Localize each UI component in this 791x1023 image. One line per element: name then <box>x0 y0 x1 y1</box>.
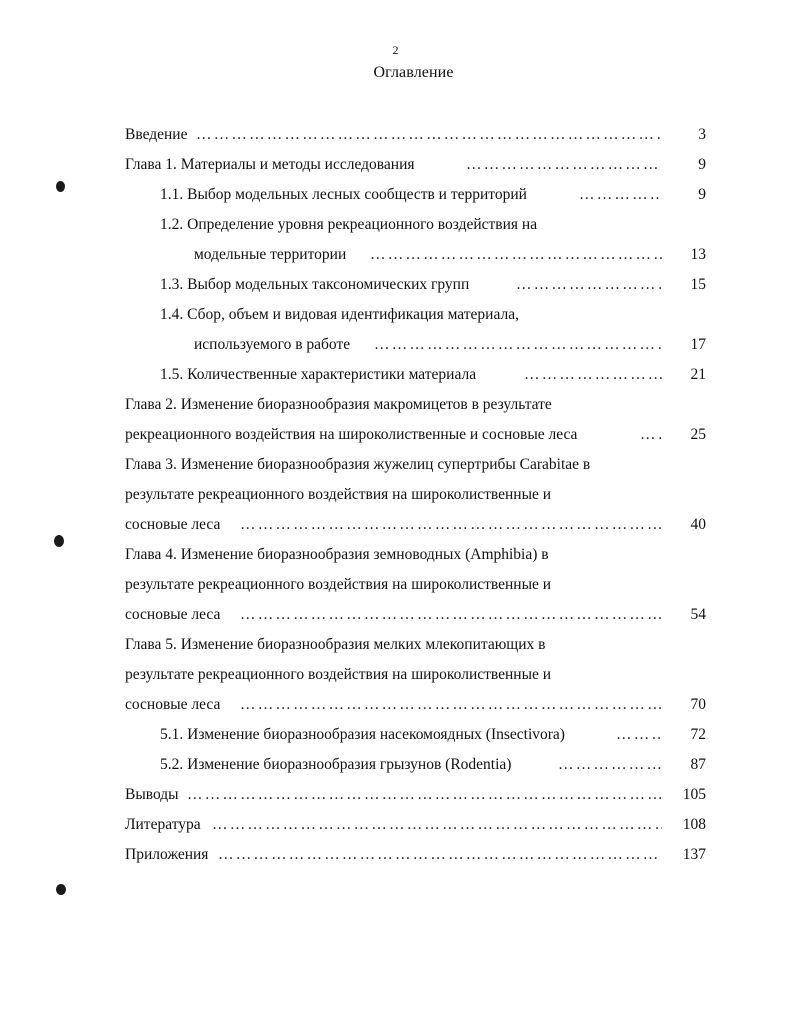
dot-leader <box>558 750 662 780</box>
toc-page-number: 21 <box>690 366 706 383</box>
toc-row <box>0 570 791 600</box>
toc-entry-text: модельные территории <box>194 246 347 263</box>
toc-entry-text: результате рекреационного воздействия на широколиственные и <box>125 666 552 683</box>
toc-row <box>0 840 791 870</box>
scan-mark <box>56 884 66 895</box>
toc-entry-text: рекреационного воздействия на широколиственные и сосновые леса <box>125 426 578 443</box>
dot-leader <box>370 240 662 270</box>
dot-leader <box>640 420 662 450</box>
toc-row <box>0 330 791 360</box>
dot-leader <box>579 180 662 210</box>
scan-mark <box>54 535 64 547</box>
toc-page-number: 105 <box>682 786 706 803</box>
toc-entry-text: Глава 3. Изменение биоразнообразия жужелиц супертрибы Carabitae в <box>125 456 591 473</box>
toc-row <box>0 150 791 180</box>
toc-entry-text: результате рекреационного воздействия на широколиственные и <box>125 576 552 593</box>
toc-page-number: 15 <box>690 276 706 293</box>
toc-row <box>0 690 791 720</box>
toc-entry-text: 1.2. Определение уровня рекреационного воздействия на <box>160 216 538 233</box>
toc-row <box>0 270 791 300</box>
toc-row <box>0 360 791 390</box>
toc-entry-text: используемого в работе <box>194 336 351 353</box>
toc-entry-text: сосновые леса <box>125 516 221 533</box>
dot-leader <box>524 360 662 390</box>
toc-row <box>0 780 791 810</box>
toc-page-number: 17 <box>690 336 706 353</box>
toc-page-number: 13 <box>690 246 706 263</box>
scan-mark <box>56 181 65 192</box>
toc-entry-text: 1.4. Сбор, объем и видовая идентификация материала, <box>160 306 519 323</box>
toc-entry-text: Выводы <box>125 786 179 803</box>
page-number: 2 <box>392 43 399 57</box>
dot-leader <box>466 150 662 180</box>
toc-page-number: 108 <box>682 816 706 833</box>
toc-page-number: 70 <box>690 696 706 713</box>
toc-row <box>0 510 791 540</box>
toc-entry-text: сосновые леса <box>125 696 221 713</box>
dot-leader <box>212 810 662 840</box>
toc-page-number: 25 <box>690 426 706 443</box>
toc-entry-text: Глава 5. Изменение биоразнообразия мелких млекопитающих в <box>125 636 546 653</box>
dot-leader <box>616 720 662 750</box>
toc-page-number: 72 <box>690 726 706 743</box>
toc-page-number: 3 <box>698 126 706 143</box>
toc-page-number: 9 <box>698 186 706 203</box>
dot-leader <box>218 840 662 870</box>
dot-leader <box>187 780 662 810</box>
toc-page-number: 40 <box>690 516 706 533</box>
toc-row <box>0 300 791 330</box>
toc-row <box>0 240 791 270</box>
dot-leader <box>196 120 662 150</box>
toc-row <box>0 450 791 480</box>
toc-entry-text: сосновые леса <box>125 606 221 623</box>
toc-entry-text: Литература <box>125 816 201 833</box>
toc-row <box>0 810 791 840</box>
toc-entry-text: Глава 1. Материалы и методы исследования <box>125 156 415 173</box>
toc-row <box>0 540 791 570</box>
toc-entry-text: 5.2. Изменение биоразнообразия грызунов (Rodentia) <box>160 756 512 773</box>
toc-entry-text: 1.3. Выбор модельных таксономических групп <box>160 276 470 293</box>
dot-leader <box>516 270 662 300</box>
toc-page-number: 54 <box>690 606 706 623</box>
toc-entry-text: 1.1. Выбор модельных лесных сообществ и территорий <box>160 186 527 203</box>
toc-page-number: 9 <box>698 156 706 173</box>
toc-row <box>0 210 791 240</box>
toc-row <box>0 390 791 420</box>
toc-row <box>0 720 791 750</box>
toc-entry-text: 5.1. Изменение биоразнообразия насекомоядных (Insectivora) <box>160 726 565 743</box>
toc-entry-text: Глава 2. Изменение биоразнообразия макромицетов в результате <box>125 396 552 413</box>
toc-row <box>0 750 791 780</box>
toc-row <box>0 630 791 660</box>
toc-row <box>0 660 791 690</box>
toc-entry-text: результате рекреационного воздействия на широколиственные и <box>125 486 552 503</box>
toc-row <box>0 120 791 150</box>
toc-page-number: 137 <box>682 846 706 863</box>
toc-row <box>0 600 791 630</box>
dot-leader <box>374 330 662 360</box>
toc-entry-text: Глава 4. Изменение биоразнообразия земноводных (Amphibia) в <box>125 546 549 563</box>
dot-leader <box>240 510 662 540</box>
toc-row <box>0 420 791 450</box>
toc-row <box>0 180 791 210</box>
toc-entry-text: Приложения <box>125 846 209 863</box>
dot-leader <box>240 600 662 630</box>
toc-page-number: 87 <box>690 756 706 773</box>
toc-row <box>0 480 791 510</box>
toc-entry-text: Введение <box>125 126 188 143</box>
page-title: Оглавление <box>373 64 454 81</box>
dot-leader <box>240 690 662 720</box>
toc-entry-text: 1.5. Количественные характеристики материала <box>160 366 477 383</box>
